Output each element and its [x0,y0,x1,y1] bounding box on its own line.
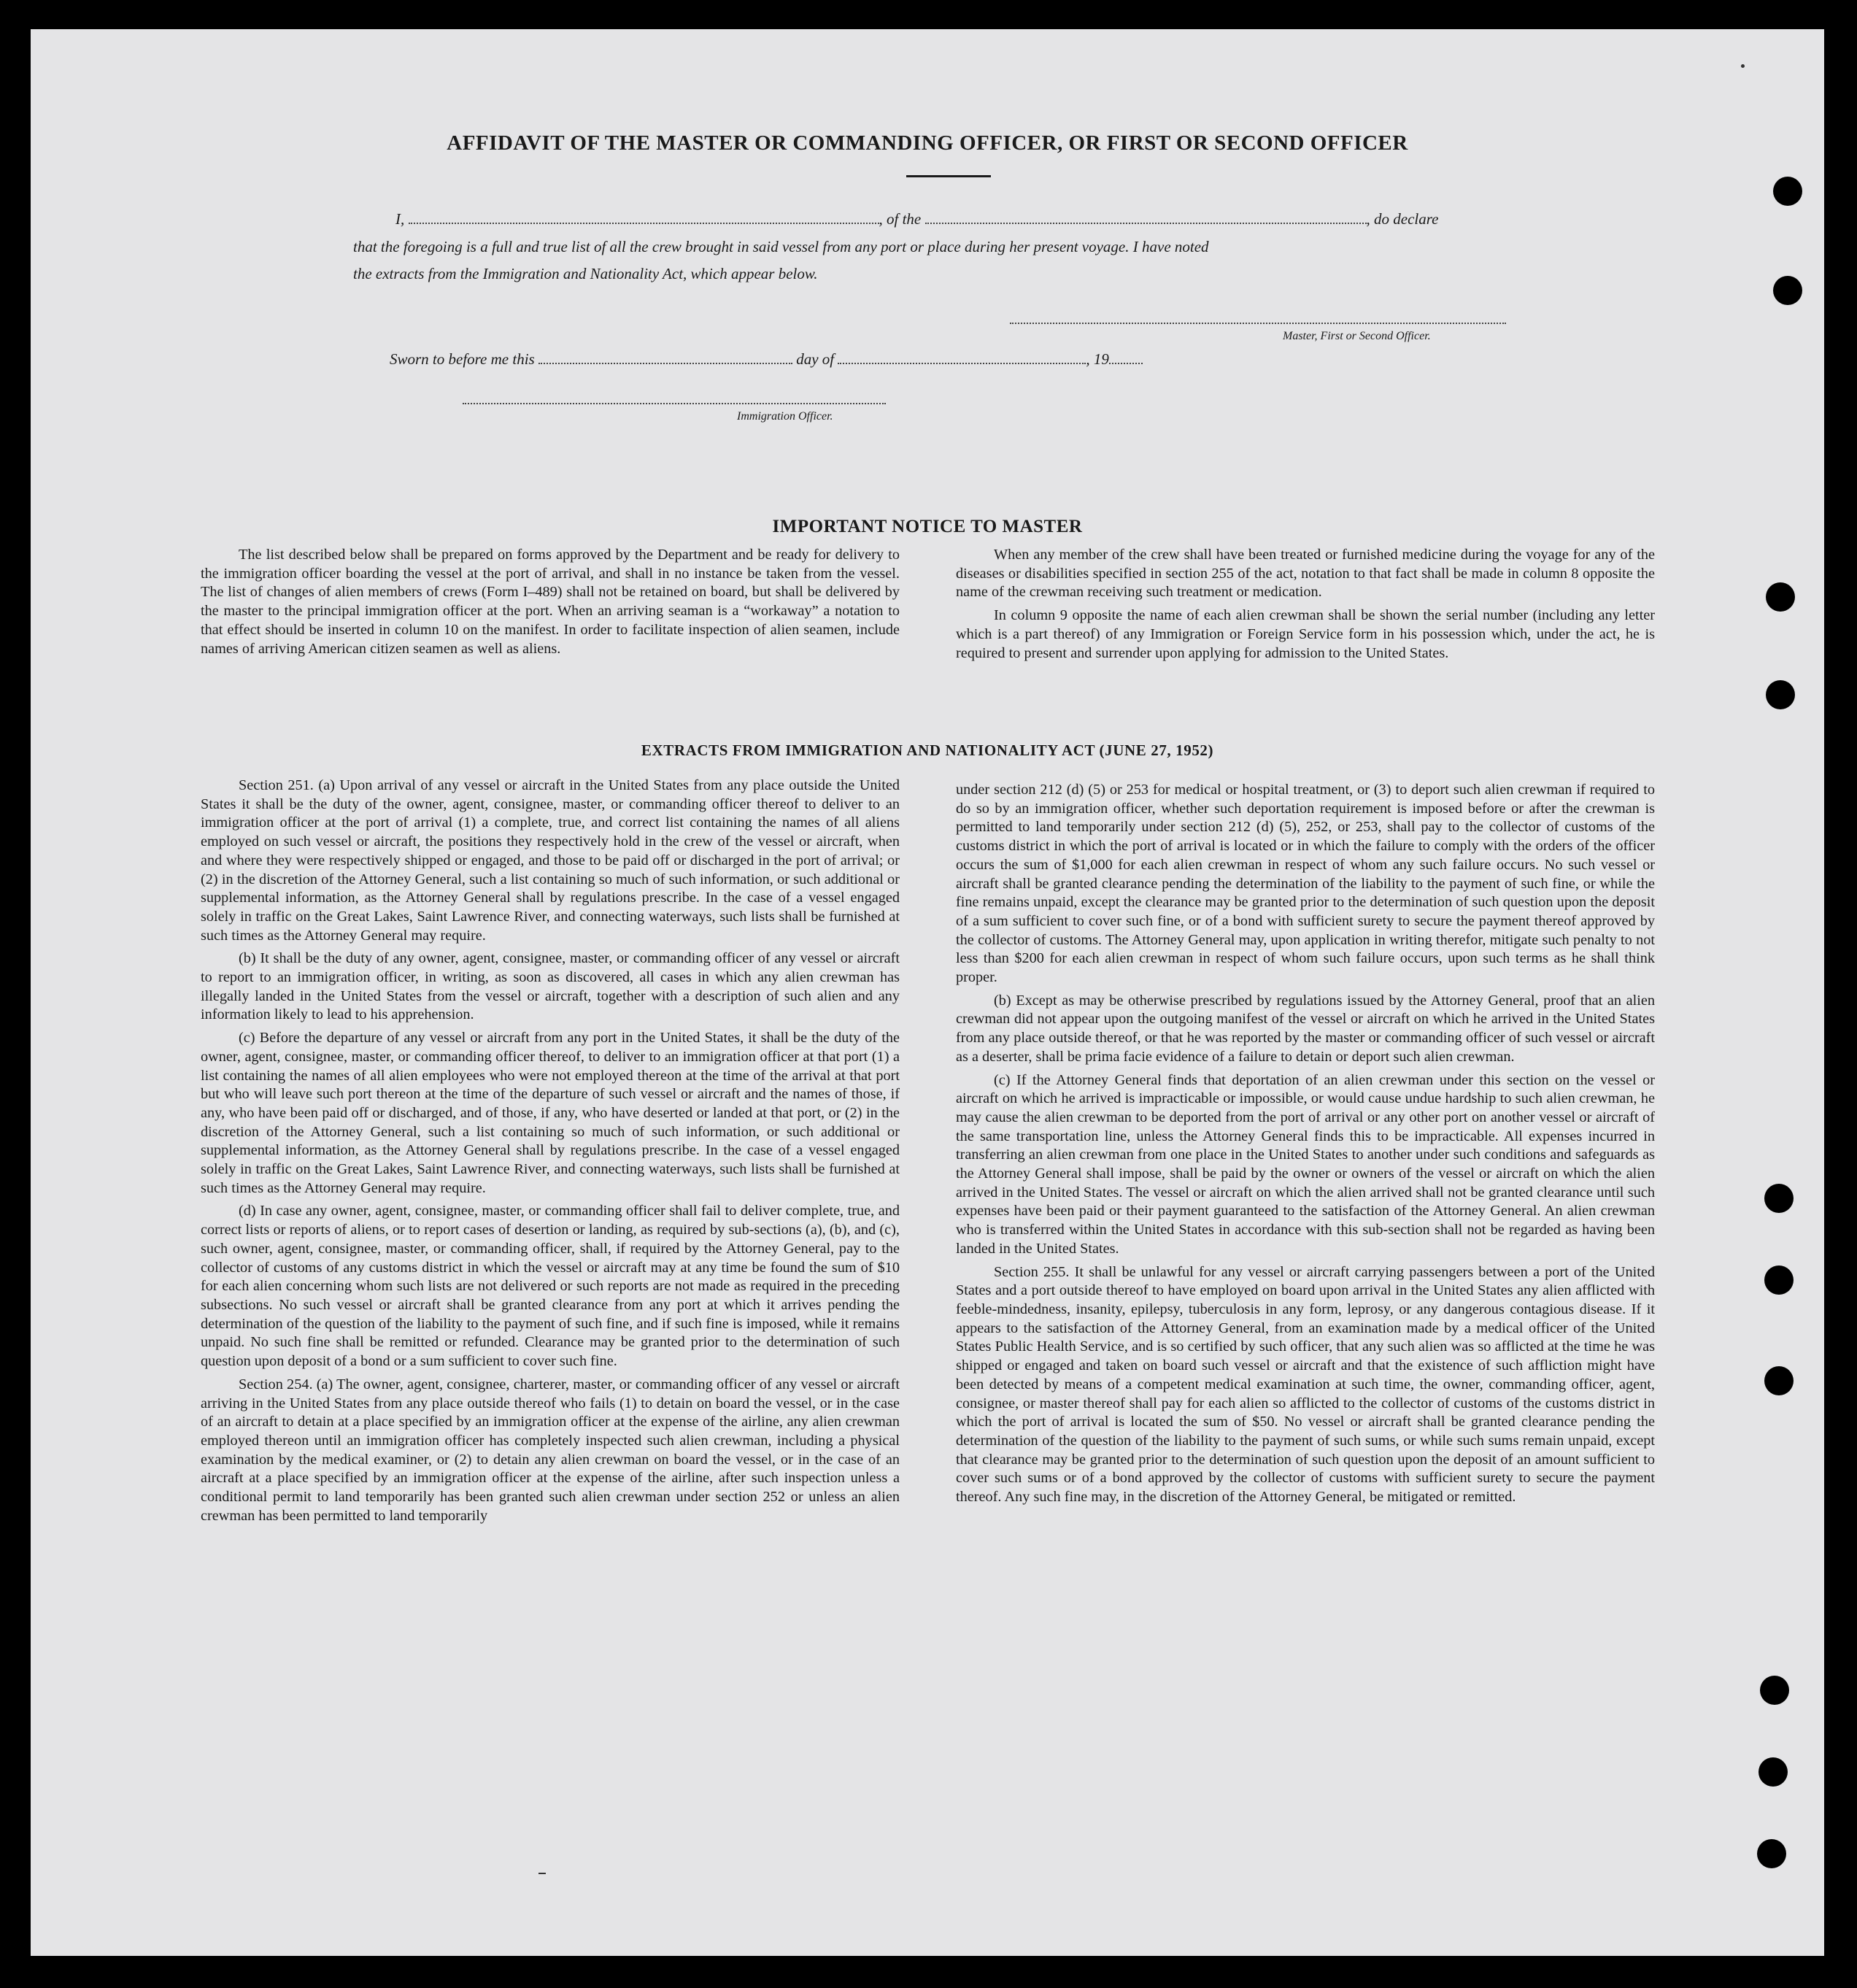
punch-hole [1764,1184,1794,1213]
notice-right-paragraph-1: When any member of the crew shall have been treated or furnished medicine during the voyage for any of the diseases or disabilities specified in section 255 of the act, notation to that fact shall be made in column 8 opposite the name of the crewman receiving such treatment or medication. [956,547,1655,601]
extracts-right-column [956,781,1655,1511]
punch-hole [1764,1265,1794,1295]
sworn-month-field[interactable] [838,363,1086,364]
section-251c: (c) Before the departure of any vessel or aircraft from any port in the United States, it shall be the duty of the owner, agent, consignee, master, or commanding officer thereof, to deliver to an immigration officer at that port (1) a list containing the names of all alien employees who were not employed thereon at the time of the arrival at that port but who will leave such port thereon at the time of the departure of such vessel or aircraft and the names of those, if any, who have been paid off or discharged, and of those, if any, who have deserted or landed at that port, or (2) in the discretion of the Attorney General, such a list containing so much of such information, or such additional or supplemental information, as the Attorney General shall by regulations prescribe. In the case of a vessel engaged solely in traffic on the Great Lakes, Saint Lawrence River, and connecting waterways, such lists shall be furnished at such times as the Attorney General may require. [201,1030,900,1196]
year-prefix: , 19 [1086,350,1109,368]
declaration-line-3: the extracts from the Immigration and Nationality Act, which appear below. [353,265,818,282]
punch-hole [1773,276,1802,305]
declaration-line-2: that the foregoing is a full and true list of all the crew brought in said vessel from any port or place during her present voyage. I have noted [353,238,1209,255]
of-the-label: , of the [879,210,922,228]
section-254b: (b) Except as may be otherwise prescribed by regulations issued by the Attorney General, proof that an alien crewman did not appear upon the outgoing manifest of the vessel or aircraft on which he arrived in the United States from any place outside thereof, or that he was reported by the master or commanding officer of such vessel or aircraft as a deserter, shall be prima facie evidence of a failure to detain or deport such alien crewman. [956,992,1655,1065]
punch-hole [1766,582,1795,612]
punch-hole [1773,177,1802,206]
section-251b: (b) It shall be the duty of any owner, agent, consignee, master, or commanding officer of any vessel or aircraft to report to an immigration officer, in writing, as soon as discovered, all cases in which any alien crewman has illegally landed in the United States from the vessel or aircraft, together with a description of such alien and any information likely to lead to his apprehension. [201,950,900,1023]
sworn-label: Sworn to before me this [390,350,535,368]
notice-left-paragraph: The list described below shall be prepared on forms approved by the Department and be ready for delivery to the immigration officer boarding the vessel at the port of arrival, and shall in no instance be taken from the vessel. The list of changes of alien members of crews (Form I–489) shall not be retained on board, but shall be delivered by the master to the principal immigration officer at the port. When an arriving seaman is a “workaway” a notation to that effect should be inserted in column 10 on the manifest. In order to facilitate inspection of alien seamen, include names of arriving American citizen seamen as well as aliens. [201,547,900,657]
notice-heading: IMPORTANT NOTICE TO MASTER [772,517,1083,536]
punch-hole [1766,680,1795,709]
declarant-name-field[interactable] [409,223,879,224]
section-251d: (d) In case any owner, agent, consignee, master, or commanding officer shall fail to deliver complete, true, and correct lists or reports of aliens, or to report cases of desertion or landing, as required by sub-sections (a), (b), and (c), such owner, agent, consignee, master, or commanding officer, shall, if required by the Attorney General, pay to the collector of customs of any customs district in which the vessel or aircraft may at any time be found the sum of $10 for each alien concerning whom such lists are not delivered or such reports are not made as required in the preceding subsections. No such vessel or aircraft shall be granted clearance from any port at which it arrives pending the determination of the question of the liability to the payment of such fine, and if such fine is imposed, while it remains unpaid. No such fine shall be remitted or refunded. Clearance may be granted prior to the determination of such question upon deposit of a bond or a sum sufficient to cover such fine. [201,1203,900,1370]
section-251a: Section 251. (a) Upon arrival of any vessel or aircraft in the United States from any place outside the United States it shall be the duty of the owner, agent, consignee, master, or commanding officer thereof to deliver to an immigration officer at the port of arrival (1) a complete, true, and correct list containing the names of all aliens employed on such vessel or aircraft, the positions they respectively hold in the crew of the vessel or aircraft, when and where they were respectively shipped or engaged, and those to be paid off or discharged in the port of arrival; or (2) in the discretion of the Attorney General, such a list containing so much of such information, or such additional or supplemental information, as the Attorney General shall by regulations prescribe. In the case of a vessel engaged solely in traffic on the Great Lakes, Saint Lawrence River, and connecting waterways, such lists shall be furnished at such times as the Attorney General may require. [201,777,900,944]
punch-hole [1764,1366,1794,1395]
day-of-label: day of [796,350,835,368]
punch-hole [1760,1676,1789,1705]
sworn-year-field[interactable] [1109,363,1143,364]
notice-left-column [201,546,900,663]
immigration-officer-caption: Immigration Officer. [737,410,833,423]
scan-speck [1741,64,1745,68]
scan-speck [538,1873,546,1874]
do-declare-label: , do declare [1366,210,1439,228]
declarant-prefix: I, [395,210,405,228]
sworn-day-field[interactable] [538,363,792,364]
punch-hole [1758,1757,1788,1787]
title-underline [906,175,991,177]
section-254c: (c) If the Attorney General finds that deportation of an alien crewman under this section on the vessel or aircraft on which he arrived is impracticable or impossible, or would cause undue hardship to such alien crewman, he may cause the alien crewman to be deported from the port of arrival or any other port on another vessel or aircraft of the same transportation line, unless the Attorney General finds this to be impracticable. All expenses incurred in transferring an alien crewman from one place in the United States to another under such conditions and safeguards as the Attorney General shall impose, shall be paid by the owner or owners of the vessel or aircraft on which the alien arrived in the United States. The vessel or aircraft on which the alien arrived shall not be granted clearance until such expenses have been paid or their payment guaranteed to the satisfaction of the Attorney General. An alien crewman who is transferred within the United States in accordance with this sub-section shall not be regarded as having been landed in the United States. [956,1071,1655,1257]
sworn-line [390,350,1143,369]
document-page [31,29,1824,1956]
punch-hole [1757,1839,1786,1868]
immigration-officer-signature-line[interactable] [463,403,886,404]
master-signature-line[interactable] [1010,323,1506,324]
affidavit-title: AFFIDAVIT OF THE MASTER OR COMMANDING OFFICER, OR FIRST OR SECOND OFFICER [447,131,1408,155]
vessel-name-field[interactable] [925,223,1367,224]
declaration-line-1 [395,210,1438,228]
section-255: Section 255. It shall be unlawful for any vessel or aircraft carrying passengers between a port of the United States and a port outside thereof to have employed on board upon arrival in the United States any alien afflicted with feeble-mindedness, insanity, epilepsy, tuberculosis in any form, leprosy, or any dangerous contagious disease. If it appears to the satisfaction of the Attorney General, from an examination made by a medical officer of the United States Public Health Service, and is so certified by such officer, that any such alien was so afflicted at the time he was shipped or engaged and taken on board such vessel or aircraft and that the existence of such affliction might have been detected by means of a competent medical examination at such time, the owner, commanding officer, agent, consignee, or master thereof shall pay for each alien so afflicted to the collector of customs of the customs district in which the port of arrival is located the sum of $50. No vessel or aircraft shall be granted clearance pending the determination of the question of the liability to the payment of such sums, or while such sums remain unpaid, except that clearance may be granted prior to the determination of such question upon the deposit of an amount sufficient to cover such sums or of a bond approved by the collector of customs with sufficient surety to secure the payment thereof. Any such fine may, in the discretion of the Attorney General, be mitigated or remitted. [956,1263,1655,1506]
section-254a: Section 254. (a) The owner, agent, consignee, charterer, master, or commanding officer of any vessel or aircraft arriving in the United States from any place outside thereof who fails (1) to detain on board the vessel, or in the case of an aircraft to detain at a place specified by an immigration officer at the expense of the airline, any alien crewman employed thereon until an immigration officer has completely inspected such alien crewman, including a physical examination by the medical examiner, or (2) to detain any alien crewman on board the vessel, or in the case of an aircraft at a place specified by an immigration officer at the expense of the airline, after such inspection unless a conditional permit to land temporarily has been granted such alien crewman under section 252 or unless an alien crewman has been permitted to land temporarily [201,1376,900,1524]
master-signature-caption: Master, First or Second Officer. [1283,330,1431,342]
notice-right-column [956,546,1655,667]
section-254a-continued: under section 212 (d) (5) or 253 for medical or hospital treatment, or (3) to deport such alien crewman if required to do so by an immigration officer, whether such deportation requirement is imposed before or after the crewman is permitted to land temporarily under section 212 (d) (5), 252, or 253, shall pay to the collector of customs of the customs district in which the port of arrival is located or in which the failure to comply with the orders of the officer occurs the sum of $1,000 for each alien crewman in respect of whom any such failure occurs. No such vessel or aircraft shall be granted clearance pending the determination of the liability to the payment of such fine, or while the fine remains unpaid, except the clearance may be granted prior to the determination of such question upon the deposit of a sum sufficient to cover such fine, or of a bond with sufficient surety to secure the payment thereof approved by the collector of customs. The Attorney General may, upon application in writing therefor, mitigate such penalty to not less than $200 for each alien crewman in respect of whom such failure occurs, upon such terms as he shall think proper. [956,782,1655,986]
extracts-heading: EXTRACTS FROM IMMIGRATION AND NATIONALITY ACT (JUNE 27, 1952) [641,741,1214,759]
notice-right-paragraph-2: In column 9 opposite the name of each alien crewman shall be shown the serial number (including any letter which is a part thereof) of any Immigration or Foreign Service form in his possession which, under the act, he is required to present and surrender upon applying for admission to the United States. [956,607,1655,661]
extracts-left-column [201,777,900,1530]
